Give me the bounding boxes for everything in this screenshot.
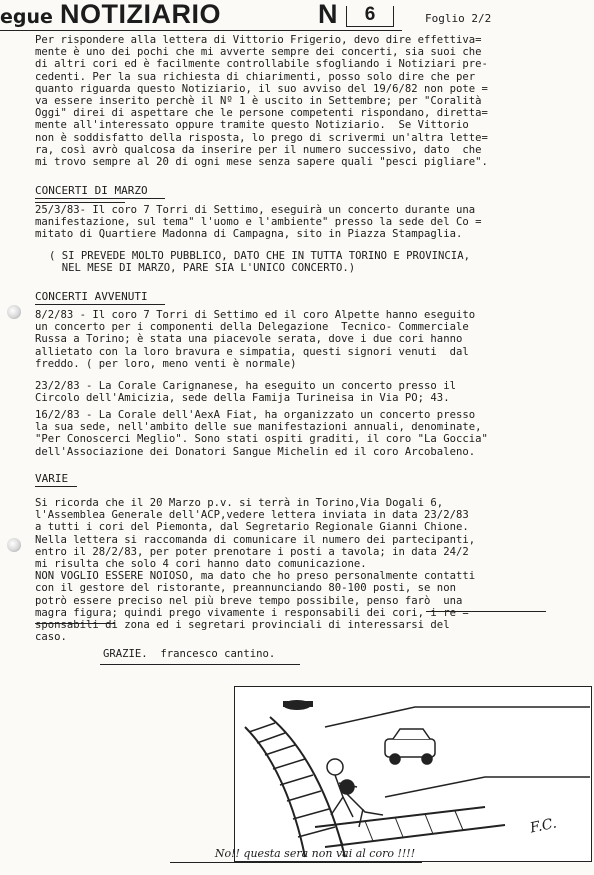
- signoff-rule: [100, 664, 300, 665]
- march-concert-item: 25/3/83- Il coro 7 Torri di Settimo, eseguirà un concerto durante una manifestazione, sul tema" l'uomo e l'ambiente" presso la sede del Co = mitato di Quartiere Madonna di Campagna, sito in Piazza Stampaglia.: [35, 204, 482, 241]
- misc-body: Si ricorda che il 20 Marzo p.v. si terrà in Torino,Via Dogali 6, l'Assemblea Generale dell'ACP,vedere lettera inviata in data 23/2/83 a tutti i cori del Piemonta, dal Segretario Regionale Gianni Chione. Nella lettera si raccomanda di comunicare il numero dei partecipanti, entro il 28/2/83, per poter prenotare i posti a tavola; in data 24/2 mi risulta che solo 4 cori hanno dato comunicazione. NON VOGLIO ESSERE NOIOSO, ma dato che ho preso personalmente contatti con il gestore del ristorante, preannunciando 80-100 posti, se non potrò essere preciso nel più breve tempo possibile, penso farò una magra figura; quindi prego vivamente i responsabili dei cori, i re = sponsabili di zona ed i segretari provinciali di interessarsi del caso.: [35, 497, 476, 644]
- section-underline-misc: [35, 486, 77, 487]
- binder-hole-bottom: [7, 538, 21, 552]
- caption-underline: [170, 862, 422, 863]
- past-concert-item-2: 23/2/83 - La Corale Carignanese, ha eseguito un concerto presso il Circolo dell'Amicizia, sede della Famija Turineisa in Via PO; 43.: [35, 380, 456, 405]
- section-title-misc: VARIE: [35, 472, 69, 485]
- binder-hole-top: [7, 305, 21, 319]
- intro-paragraph: Per rispondere alla lettera di Vittorio Frigerio, devo dire effettiva= mente è uno dei pochi che mi avverte sempre dei concerti, sia suoi che di altri cori ed è facilmente controllabile sfogliando i Notiziari pre- cedenti. Per la sua richiesta di chiarimenti, posso solo dire che per quanto riguarda questo Notiziario, il suo avviso del 19/6/82 non pote = va essere inserito perchè il Nº 1 è uscito in Settembre; per "Coralità Oggi" direi di aspettare che le persone competenti rispondano, diretta= mente all'interessato oppure tramite questo Notiziario. Se Vittorio non è soddisfatto della risposta, lo prego di scrivermi un'altra lette= ra, così avrò qualcosa da inserire per il numero successivo, dato che mi trovo sempre al 20 di ogni mese senza sapere quali "pesci pigliare".: [35, 34, 488, 169]
- title-rule: [0, 30, 402, 31]
- march-note: ( SI PREVEDE MOLTO PUBBLICO, DATO CHE IN TUTTA TORINO E PROVINCIA, NEL MESE DI MARZO, PARE SIA L'UNICO CONCERTO.): [49, 250, 470, 275]
- section-title-past: CONCERTI AVVENUTI: [35, 290, 148, 303]
- section-underline-past: [35, 304, 165, 305]
- cartoon-caption: No!! questa sera non vai al coro !!!!: [214, 847, 416, 860]
- newsletter-title: NOTIZIARIO: [60, 0, 221, 29]
- emphasis-underline: [426, 611, 546, 612]
- header-prefix: egue: [0, 6, 53, 28]
- signoff: GRAZIE. francesco cantino.: [103, 648, 276, 660]
- past-concert-item-3: 16/2/83 - La Corale dell'AexA Fiat, ha organizzato un concerto presso la sua sede, nell'ambito delle sue manifestazioni annuali, denominate, "Per Conoscerci Meglio". Sono stati ospiti graditi, il coro "La Goccia" dell'Associazione dei Donatori Sangue Michelin ed il coro Arcobaleno.: [35, 409, 488, 458]
- issue-label: N: [318, 0, 338, 29]
- past-concert-item-1: 8/2/83 - Il coro 7 Torri di Settimo ed il coro Alpette hanno eseguito un concerto per i componenti della Delegazione Tecnico- Commerciale Russa a Torino; è stata una piacevole serata, dove i due cori hanno allietato con la loro bravura e simpatia, questi signori venuti dal freddo. ( per loro, meno venti è normale): [35, 309, 476, 370]
- sheet-number: Foglio 2/2: [425, 12, 492, 25]
- artist-signature: F.C.: [528, 815, 559, 837]
- issue-number: 6: [346, 6, 394, 27]
- cartoon-illustration: [234, 686, 592, 862]
- section-underline-march-2: [35, 202, 125, 203]
- section-title-march: CONCERTI DI MARZO: [35, 184, 148, 197]
- section-underline-march: [35, 198, 165, 199]
- emphasis-underline-2: [35, 623, 115, 624]
